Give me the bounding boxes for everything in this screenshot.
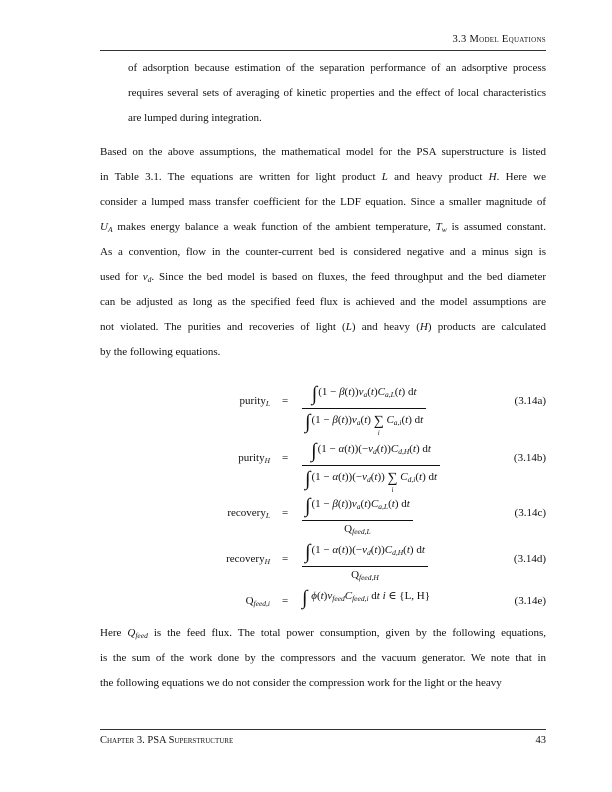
text-run: t	[370, 386, 374, 398]
text-run: d,H	[392, 548, 404, 557]
text-run: ) d	[422, 471, 434, 483]
text-run: (	[337, 414, 342, 426]
text-run: t	[433, 471, 438, 483]
text-run: w	[441, 225, 447, 234]
text-run: α	[332, 544, 339, 556]
text-run: a	[356, 418, 361, 427]
text-run: L	[345, 321, 352, 333]
text-run: of adsorption because estimation of the separation performance of an adsorptive process	[128, 62, 546, 74]
equals-sign: =	[282, 395, 289, 407]
numerator	[302, 587, 430, 610]
text-run: t	[347, 443, 351, 455]
text-run: consider a lumped mass transfer coefficient for the LDF equation. Since a smaller magnitude of	[100, 196, 546, 208]
text-run: t	[364, 498, 368, 510]
text-run: v	[351, 498, 357, 510]
text-run: requires several sets of averaging of kinetic properties and the effect of local characteristics	[128, 87, 546, 99]
text-run: t	[421, 544, 425, 556]
text-run: ))	[377, 544, 385, 556]
text-run: (1 −	[317, 443, 339, 455]
integral-symbol: ∫	[311, 383, 318, 405]
text-run: are lumped during integration.	[128, 112, 262, 124]
text-run: t	[341, 414, 345, 426]
text-run: (	[344, 386, 349, 398]
text-run: (	[367, 386, 371, 398]
equation-rhs	[302, 587, 430, 610]
text-run: recovery	[227, 507, 266, 519]
text-run: ))(−	[344, 544, 363, 556]
text-run: H	[264, 557, 270, 566]
text-run: t	[420, 414, 424, 426]
text-run: t	[427, 443, 431, 455]
equation-lhs	[246, 595, 270, 608]
text-run: C	[386, 414, 394, 426]
text-run: β	[339, 386, 345, 398]
text-line	[100, 270, 546, 284]
text-run: d	[373, 447, 377, 456]
text-run: (1 −	[311, 498, 333, 510]
equals-sign: =	[282, 507, 289, 519]
text-line	[128, 61, 546, 75]
page-number: 43	[535, 735, 546, 746]
text-run: C	[390, 443, 399, 455]
text-run: ))	[351, 386, 359, 398]
text-run: (	[370, 544, 375, 556]
text-run: d	[366, 548, 371, 557]
text-run: (	[360, 414, 365, 426]
text-run: feed,i	[253, 599, 270, 608]
text-run: t	[374, 544, 378, 556]
fraction	[302, 440, 440, 494]
text-run: i	[382, 590, 386, 602]
text-run: d	[366, 475, 371, 484]
equals-sign: =	[282, 595, 289, 607]
text-run: (	[403, 544, 407, 556]
denominator	[302, 567, 428, 582]
text-run: v	[358, 386, 364, 398]
text-run: β	[332, 498, 338, 510]
text-run: T	[435, 221, 442, 233]
integral-symbol: ∫	[302, 587, 308, 609]
text-run: t	[348, 386, 352, 398]
equation-row	[100, 495, 546, 535]
text-run: by the following equations.	[100, 346, 221, 358]
text-run: (	[337, 498, 342, 510]
text-run: (	[316, 590, 321, 602]
text-run: . Here we	[496, 171, 547, 183]
text-run: (	[415, 471, 419, 483]
summation-symbol: ∑	[387, 471, 398, 486]
text-run: v	[368, 443, 374, 455]
summation-symbol: ∑	[373, 414, 384, 429]
text-run: ))(−	[344, 471, 363, 483]
equation-number: (3.14b)	[513, 452, 546, 464]
text-run: v	[142, 271, 148, 283]
text-run: H	[264, 456, 270, 465]
denominator	[302, 521, 413, 536]
text-line	[100, 220, 546, 234]
equation-row	[100, 383, 546, 437]
integral-symbol: ∫	[305, 468, 311, 490]
text-run: (	[409, 443, 413, 455]
denominator: ∫(1 − α(t))(−vd(t)) ∑ i Cd,i(t) dt	[305, 468, 438, 494]
text-run: L	[381, 171, 388, 183]
equation-lhs	[238, 452, 270, 465]
text-run: . Since the bed model is based on fluxes, the feed throughput and the bed diameter	[151, 271, 546, 283]
text-run: ) and heavy (	[351, 321, 420, 333]
text-run: ) d	[401, 386, 414, 398]
text-run: t	[320, 590, 324, 602]
text-run: t	[398, 386, 402, 398]
text-run: Q	[344, 523, 353, 535]
integral-symbol: ∫	[305, 495, 311, 517]
text-run: )	[373, 386, 378, 398]
text-run: d,i	[407, 475, 416, 484]
integral-symbol: ∫	[305, 541, 311, 563]
text-run: α	[332, 471, 339, 483]
text-run: (	[370, 471, 375, 483]
equation-number: (3.14a)	[514, 395, 546, 407]
text-run: t	[364, 414, 368, 426]
text-run: not violated. The purities and recoveries of light (	[100, 321, 346, 333]
text-run: C	[400, 471, 408, 483]
text-run: (1 −	[318, 386, 340, 398]
text-run: ))	[383, 443, 391, 455]
text-line	[128, 86, 546, 100]
text-run: ))(−	[350, 443, 369, 455]
text-run: and heavy product	[387, 171, 489, 183]
text-run: (	[376, 443, 381, 455]
text-line	[100, 626, 546, 640]
text-run: α	[338, 443, 345, 455]
numerator	[302, 440, 440, 466]
text-run: t	[374, 471, 378, 483]
text-run: (	[344, 443, 348, 455]
text-run: ϕ	[311, 590, 317, 602]
text-run: v	[362, 471, 367, 483]
equation-row	[100, 440, 546, 494]
text-run: )	[367, 414, 374, 426]
text-run: β	[332, 414, 338, 426]
fraction	[302, 495, 413, 536]
text-run: t	[376, 590, 380, 602]
text-run: ))	[377, 471, 388, 483]
text-run: v	[327, 590, 333, 602]
text-run: the following equations we do not consider the compression work for the light or the heavy	[100, 677, 502, 689]
text-run: t	[341, 471, 345, 483]
text-run: feed,L	[352, 527, 371, 536]
text-run: d,H	[398, 447, 410, 456]
text-run: feed,H	[359, 573, 379, 582]
text-line	[100, 145, 546, 159]
text-run: L	[265, 511, 270, 520]
text-run: a,L	[385, 390, 395, 399]
text-run: is assumed constant.	[446, 221, 546, 233]
text-line	[100, 245, 546, 259]
text-run: )	[367, 498, 371, 510]
text-run: ) d	[394, 498, 407, 510]
text-run: ))	[344, 414, 352, 426]
text-run: v	[351, 414, 357, 426]
text-run: t	[391, 498, 395, 510]
text-line	[100, 345, 546, 359]
text-run: ) products are calculated	[427, 321, 546, 333]
integral-symbol: ∫	[305, 411, 311, 433]
text-line	[100, 295, 546, 309]
text-run: Based on the above assumptions, the mathematical model for the PSA superstructure is listed	[100, 146, 546, 158]
equals-sign: =	[282, 452, 289, 464]
text-run: C	[344, 590, 353, 602]
text-run: Q	[245, 595, 254, 607]
text-run: can be adjusted as long as the specified feed flux is achieved and the model assumptions are	[100, 296, 546, 308]
text-run: (	[338, 471, 342, 483]
numerator	[302, 383, 426, 409]
text-line	[100, 170, 546, 184]
text-run: ) d	[415, 443, 428, 455]
text-run: H	[488, 171, 497, 183]
text-run: (	[388, 498, 392, 510]
numerator	[302, 541, 428, 567]
text-run: ) d	[409, 544, 422, 556]
footer-chapter: Chapter 3. PSA Superstructure	[100, 735, 234, 746]
text-run: t	[406, 544, 410, 556]
text-run: L	[265, 399, 270, 408]
equation-lhs	[240, 395, 270, 408]
text-run: t	[380, 443, 384, 455]
text-line	[100, 320, 546, 334]
running-header: 3.3 Model Equations	[452, 34, 546, 45]
equation-number: (3.14e)	[514, 595, 546, 607]
text-run: feed,i	[352, 594, 369, 603]
header-rule	[100, 50, 546, 51]
text-run: (1 −	[311, 544, 333, 556]
text-run: v	[362, 544, 367, 556]
text-run: feed	[135, 631, 148, 640]
text-run: recovery	[226, 553, 265, 565]
text-run: (	[401, 414, 406, 426]
text-run: (	[338, 544, 342, 556]
text-run: A	[107, 225, 113, 234]
text-run: Q	[127, 627, 136, 639]
text-run: U	[100, 221, 108, 233]
text-run: C	[377, 386, 385, 398]
text-run: in Table 3.1. The equations are written for light product	[100, 171, 382, 183]
text-run: As a convention, flow in the counter-current bed is considered negative and a minus sign is	[100, 246, 546, 258]
text-run: H	[419, 321, 428, 333]
text-run: Here	[100, 627, 128, 639]
text-run: t	[413, 386, 417, 398]
text-run: purity	[239, 395, 266, 407]
text-run: used for	[100, 271, 143, 283]
text-run: (1 −	[311, 471, 333, 483]
text-run: t	[405, 414, 409, 426]
text-run: (1 −	[311, 414, 333, 426]
text-run: feed	[332, 594, 345, 603]
equation-lhs	[226, 553, 270, 566]
text-run: d	[147, 275, 152, 284]
text-line	[100, 195, 546, 209]
text-run: purity	[238, 452, 265, 464]
text-run: t	[419, 471, 423, 483]
text-run: C	[370, 498, 379, 510]
text-run: (	[394, 386, 399, 398]
equation-row	[100, 583, 546, 623]
equation-lhs	[227, 507, 270, 520]
text-run: )	[323, 590, 328, 602]
text-line	[100, 676, 546, 690]
text-run: t	[341, 498, 345, 510]
text-run: ))	[344, 498, 352, 510]
integral-symbol: ∫	[311, 440, 317, 462]
text-run: t	[341, 544, 345, 556]
text-run: makes energy balance a weak function of the ambient temperature,	[112, 221, 436, 233]
text-run: d	[368, 590, 377, 602]
text-run: ∈ {L, H}	[385, 590, 431, 602]
text-line	[100, 651, 546, 665]
equation-number: (3.14c)	[514, 507, 546, 519]
equation-row	[100, 541, 546, 581]
text-run: (	[360, 498, 365, 510]
footer-rule	[100, 729, 546, 730]
text-run: a	[356, 502, 361, 511]
fraction	[302, 383, 426, 437]
equation-number: (3.14d)	[513, 553, 546, 565]
text-run: t	[412, 443, 416, 455]
equals-sign: =	[282, 553, 289, 565]
fraction	[302, 541, 428, 582]
text-run: t	[406, 498, 410, 510]
text-line	[128, 111, 546, 125]
text-run: C	[384, 544, 393, 556]
numerator	[302, 495, 413, 521]
text-run: ) d	[408, 414, 421, 426]
text-run: a,i	[393, 418, 402, 427]
text-run: Q	[351, 569, 360, 581]
text-run: is the sum of the work done by the compressors and the vacuum generator. We note that in	[100, 652, 546, 664]
text-run: is the feed flux. The total power consumption, given by the following equations,	[147, 627, 546, 639]
text-run: a	[363, 390, 368, 399]
text-run: a,L	[378, 502, 389, 511]
denominator: ∫(1 − β(t))va(t) ∑ i Ca,i(t) dt	[305, 411, 424, 437]
